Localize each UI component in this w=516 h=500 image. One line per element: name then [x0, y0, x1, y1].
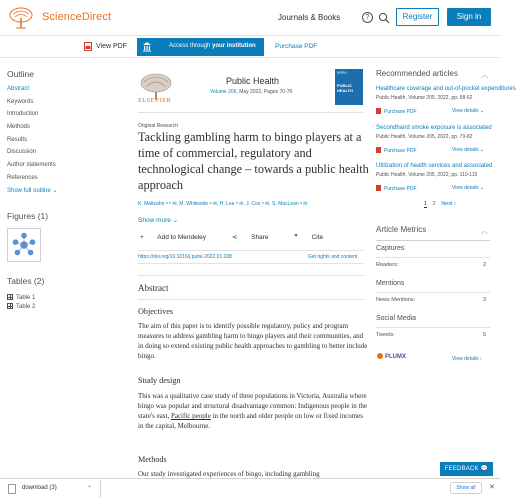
show-all-button[interactable]: Show all [450, 482, 482, 494]
access-text: Access through your institution [169, 43, 256, 49]
recommended-view-details[interactable]: View details ⌄ [452, 185, 485, 191]
cover-top-label: RSPH [337, 71, 347, 75]
metric-rule [376, 257, 490, 258]
next-page-button[interactable]: Next › [441, 201, 456, 207]
chevron-down-icon: ⌄ [172, 217, 179, 224]
readers-row: Readers: 2 [376, 262, 486, 268]
author-list[interactable]: K. Maltzahn ᵃ ᵇ ✉, M. Whiteside ᵃ ✉, H. Lee ᵇ ✉, J. Cox ᵇ ✉, S. MacLean ᵃ ✉ [138, 201, 308, 207]
outline-item-abstract[interactable]: Abstract [7, 86, 30, 92]
plus-icon: + [140, 234, 144, 241]
plumx-logo[interactable]: PLUMX [377, 353, 406, 360]
abstract-heading: Abstract [138, 283, 169, 293]
pdf-icon [376, 147, 381, 153]
study-design-paragraph: This was a qualitative case study of three populations in Victoria, Australia where bingo was popular and structural disadvantage common: Indigenous people in the state's east, Pacific people in the north and older people on low or fixed incomes in the capital, Melbourne. [138, 392, 368, 430]
mentions-heading: Mentions [376, 280, 405, 287]
page-current[interactable]: 1 [424, 201, 428, 207]
study-design-heading: Study design [138, 376, 181, 385]
register-button[interactable]: Register [396, 8, 439, 26]
recommended-heading: Recommended articles [376, 69, 458, 78]
recommended-article-title[interactable]: Utilization of health services and associated [376, 163, 493, 169]
chat-icon: 💬 [480, 466, 489, 472]
pdf-icon [376, 108, 381, 114]
show-more-button[interactable]: Show more ⌄ [138, 217, 179, 224]
help-icon[interactable]: ? [362, 12, 373, 23]
recommended-purchase-pdf[interactable]: Purchase PDF [376, 147, 417, 154]
metric-rule [376, 292, 490, 293]
news-mentions-row: News Mentions: 3 [376, 297, 486, 303]
share-button[interactable]: ⋖ Share [231, 234, 269, 241]
journals-books-link[interactable]: Journals & Books [278, 13, 341, 22]
feedback-button[interactable]: FEEDBACK 💬 [440, 462, 493, 476]
download-bar [0, 478, 500, 500]
figures-heading: Figures (1) [7, 211, 49, 221]
recommended-view-details[interactable]: View details ⌄ [452, 108, 485, 114]
plumx-icon [377, 353, 383, 359]
search-icon[interactable] [378, 12, 390, 24]
captures-heading: Captures [376, 245, 405, 252]
download-filename[interactable]: download (3) [22, 485, 57, 491]
sign-in-button[interactable]: Sign in [447, 8, 491, 26]
elsevier-tree-logo[interactable] [6, 6, 36, 30]
rights-link[interactable]: Get rights and content [308, 254, 358, 260]
quote-icon: ❞ [294, 234, 298, 241]
figure-thumbnail[interactable] [7, 228, 41, 262]
chevron-down-icon: ⌄ [479, 147, 485, 153]
chevron-up-icon[interactable]: ︿ [481, 72, 488, 79]
recommended-pager [424, 201, 456, 207]
recommended-purchase-pdf[interactable]: Purchase PDF [376, 185, 417, 192]
outline-item-methods[interactable]: Methods [7, 124, 31, 131]
journal-volume-info: Volume 206, May 2022, Pages 70-76 [210, 89, 293, 95]
table-link-1[interactable]: Table 1 [7, 294, 35, 301]
table-link-2[interactable]: Table 2 [7, 303, 35, 310]
article-type: Original Research [138, 123, 179, 129]
chevron-right-icon: › [479, 356, 482, 362]
chevron-up-icon[interactable]: ⌃ [87, 486, 93, 492]
show-full-outline-button[interactable]: Show full outline ⌄ [7, 188, 58, 194]
file-icon [8, 484, 16, 494]
elsevier-wordmark: ELSEVIER [138, 97, 172, 104]
metrics-rule [376, 240, 490, 241]
pacific-people-link[interactable]: Pacific people [170, 412, 211, 420]
readers-count: 2 [482, 262, 486, 268]
objectives-paragraph: The aim of this paper is to identify possible regulatory, policy and program measures to address gambling harm to bingo players and their communities, and in doing so extend existing public health approaches to gambling to better include bingo. [138, 322, 368, 360]
outline-item-references[interactable]: References [7, 174, 38, 181]
add-to-mendeley-button[interactable]: + Add to Mendeley [140, 234, 207, 241]
cite-button[interactable]: ❞ Cite [294, 234, 324, 241]
outline-item-results[interactable]: Results [7, 136, 28, 143]
chevron-right-icon: › [454, 201, 456, 207]
abstract-divider [138, 275, 364, 276]
purchase-pdf-link[interactable]: Purchase PDF [275, 43, 318, 50]
recommended-article-title[interactable]: Healthcare coverage and out-of-pocket expenditures [376, 86, 516, 92]
outline-item-keywords[interactable]: Keywords [7, 98, 34, 105]
outline-item-discussion[interactable]: Discussion [7, 149, 37, 156]
journal-cover-image[interactable] [335, 69, 363, 105]
methods-paragraph: Our study investigated experiences of bingo, including gambling [138, 470, 320, 478]
recommended-article [376, 86, 516, 115]
pdf-icon [376, 185, 381, 191]
outline-heading: Outline [7, 69, 34, 79]
view-pdf-button[interactable]: View PDF [96, 43, 127, 50]
recommended-article-meta: Public Health, Volume 205, 2022, pp. 110-115 [376, 172, 478, 178]
methods-heading: Methods [138, 455, 167, 464]
volume-link[interactable]: Volume 206 [210, 89, 237, 95]
chevron-down-icon: ⌄ [479, 185, 485, 191]
recommended-article-title[interactable]: Secondhand smoke exposure is associated [376, 125, 492, 131]
article-actions [140, 233, 347, 241]
tweets-count: 5 [482, 332, 486, 338]
recommended-article [376, 125, 492, 154]
cover-title: PUBLIC HEALTH [337, 83, 353, 93]
tables-heading: Tables (2) [7, 276, 45, 286]
social-media-heading: Social Media [376, 315, 417, 322]
recommended-article [376, 163, 493, 192]
recommended-view-details[interactable]: View details ⌄ [452, 147, 485, 153]
table-icon [7, 294, 13, 300]
page-2[interactable]: 2 [432, 201, 436, 207]
article-metrics-heading: Article Metrics [376, 225, 427, 234]
sciencedirect-brand[interactable]: ScienceDirect [42, 11, 112, 23]
abstract-rule [138, 299, 364, 300]
table-icon [7, 303, 13, 309]
doi-link[interactable]: https://doi.org/10.1016/j.puhe.2022.01.038 [138, 254, 232, 260]
recommended-article-meta: Public Health, Volume 205, 2022, pp. 58-62 [376, 95, 473, 101]
objectives-heading: Objectives [138, 307, 174, 316]
share-icon: ⋖ [231, 234, 238, 241]
close-icon[interactable]: ✕ [489, 484, 495, 491]
recommended-purchase-pdf[interactable]: Purchase PDF [376, 108, 417, 115]
journal-title-link[interactable]: Public Health [226, 76, 280, 86]
outline-list [7, 86, 56, 188]
outline-item-introduction[interactable]: Introduction [7, 111, 39, 118]
tweets-row: Tweets: 5 [376, 332, 486, 338]
metric-rule [376, 327, 490, 328]
download-divider [100, 480, 101, 498]
chevron-down-icon: ⌄ [479, 108, 485, 114]
chevron-down-icon: ⌄ [52, 188, 58, 194]
chevron-up-icon[interactable]: ︿ [481, 228, 488, 235]
pdf-icon [84, 42, 92, 51]
outline-item-author-statements[interactable]: Author statements [7, 162, 56, 169]
article-title: Tackling gambling harm to bingo players at a time of commercial, regulatory and technological change – towards a public health approach [138, 130, 369, 192]
recommended-article-meta: Public Health, Volume 205, 2022, pp. 79-82 [376, 134, 473, 140]
institution-icon [142, 41, 152, 52]
access-institution-button[interactable] [137, 38, 264, 56]
metrics-view-details[interactable]: View details › [452, 356, 482, 362]
news-mentions-count: 3 [482, 297, 486, 303]
